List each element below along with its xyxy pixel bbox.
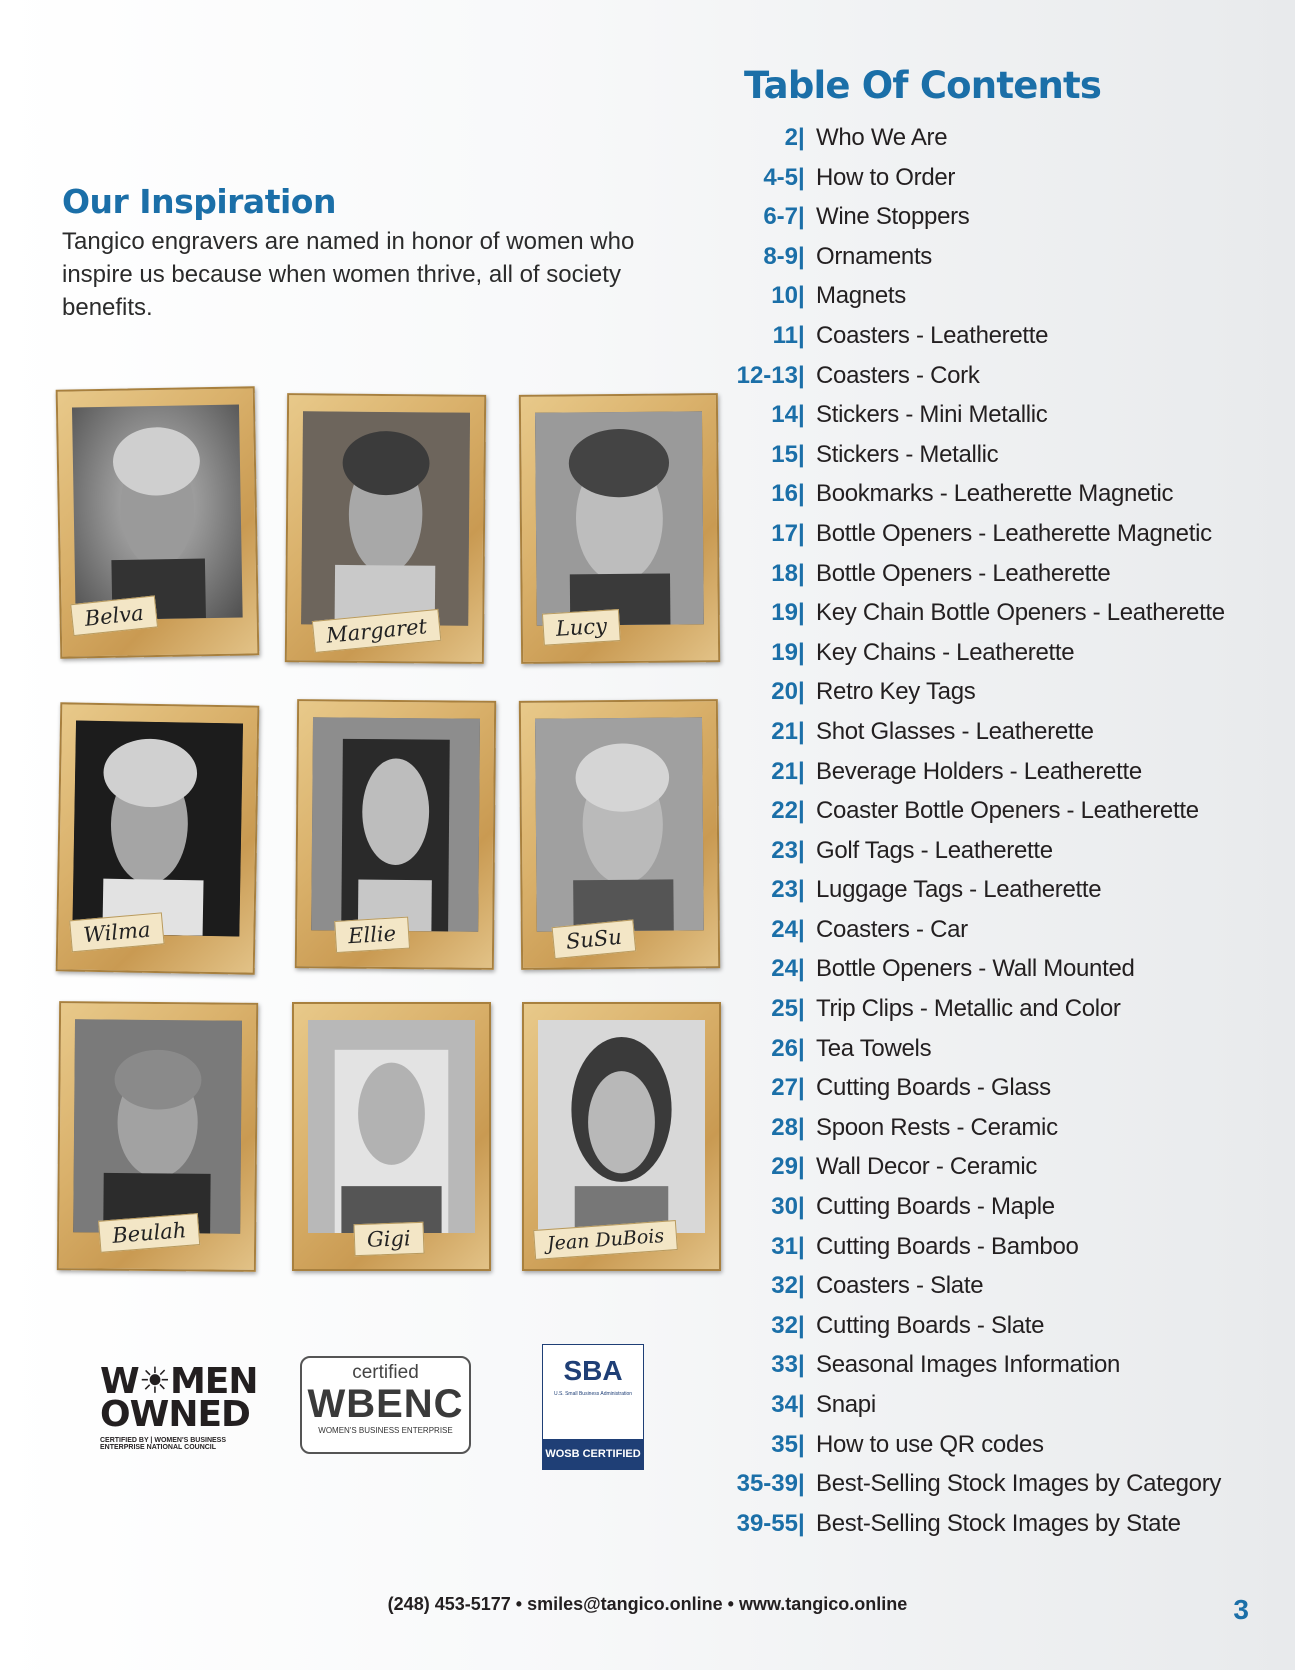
toc-entry-title: Cutting Boards - Slate	[816, 1311, 1045, 1339]
toc-entry-title: Cutting Boards - Bamboo	[816, 1232, 1079, 1260]
toc-entry	[700, 1029, 1260, 1069]
toc-page-number: 18	[771, 559, 798, 587]
toc-page-number: 29	[771, 1153, 798, 1181]
toc-entry	[700, 1266, 1260, 1306]
toc-page-number: 14	[771, 401, 798, 429]
sba-logo	[542, 1344, 644, 1470]
toc-entry	[700, 593, 1260, 633]
toc-entry	[700, 474, 1260, 514]
portrait-photo	[535, 717, 704, 931]
toc-entry-title: Tea Towels	[816, 1034, 932, 1062]
toc-entry-title: Seasonal Images Information	[816, 1351, 1121, 1379]
wbenc-logo	[300, 1356, 471, 1454]
portrait-photo	[308, 1020, 475, 1233]
wbenc-certified: certified	[352, 1362, 419, 1383]
toc-separator: |	[798, 797, 805, 825]
inspiration-heading: Our Inspiration	[62, 182, 336, 221]
toc-separator: |	[798, 519, 805, 547]
toc-separator: |	[798, 480, 805, 508]
photo-frame	[285, 393, 486, 664]
toc-separator: |	[798, 203, 805, 231]
toc-entry	[700, 514, 1260, 554]
portrait-photo	[535, 411, 704, 625]
toc-entry	[700, 1306, 1260, 1346]
toc-separator: |	[798, 1509, 805, 1537]
toc-entry-title: Best-Selling Stock Images by State	[816, 1509, 1181, 1537]
toc-separator: |	[798, 678, 805, 706]
toc-entry	[700, 1385, 1260, 1425]
toc-page-number: 34	[771, 1391, 798, 1418]
toc-page-number: 24	[771, 955, 798, 983]
toc-entry-title: Wall Decor - Ceramic	[816, 1153, 1038, 1181]
toc-page-number: 2	[784, 124, 798, 151]
toc-entry-title: Cutting Boards - Maple	[816, 1193, 1055, 1221]
women-owned-line2: OWNED	[100, 1394, 250, 1435]
toc-entry	[700, 712, 1260, 752]
toc-separator: |	[798, 876, 805, 904]
toc-separator: |	[798, 1391, 805, 1418]
toc-page-number: 21	[771, 757, 798, 785]
toc-entry	[700, 791, 1260, 831]
toc-separator: |	[798, 1074, 805, 1102]
toc-entry	[700, 831, 1260, 871]
wosb-certified-badge: WOSB CERTIFIED	[543, 1439, 643, 1469]
women-owned-line1: W☀MEN	[100, 1361, 258, 1402]
toc-page-number: 25	[771, 995, 798, 1023]
toc-page-number: 32	[771, 1272, 798, 1300]
portrait-photo	[72, 405, 243, 621]
toc-page-number: 12-13	[736, 361, 798, 389]
toc-entry-title: Coasters - Slate	[816, 1272, 984, 1300]
sba-subtitle: U.S. Small Business Administration	[553, 1391, 633, 1397]
photo-frame	[292, 1002, 491, 1271]
toc-entry-title: Ornaments	[816, 242, 933, 270]
inspiration-text: Tangico engravers are named in honor of women who inspire us because when women thrive, all of society benefits.	[62, 228, 635, 321]
toc-page-number: 11	[772, 321, 798, 349]
toc-entry	[700, 1227, 1260, 1267]
wbenc-subtitle: WOMEN'S BUSINESS ENTERPRISE	[318, 1426, 453, 1435]
toc-entry-title: Bottle Openers - Leatherette Magnetic	[816, 519, 1212, 547]
toc-page-number: 35-39	[736, 1470, 798, 1498]
toc-entry	[700, 989, 1260, 1029]
toc-entry-title: How to use QR codes	[816, 1430, 1044, 1458]
toc-entry	[700, 435, 1260, 475]
toc-separator: |	[798, 1311, 805, 1339]
portrait-photo	[72, 721, 243, 937]
toc-entry-title: Trip Clips - Metallic and Color	[816, 995, 1121, 1023]
toc-entry-title: Snapi	[816, 1391, 876, 1418]
toc-page-number: 31	[771, 1232, 798, 1260]
toc-entry-title: Best-Selling Stock Images by Category	[816, 1470, 1222, 1498]
toc-entry-title: Bottle Openers - Leatherette	[816, 559, 1111, 587]
toc-separator: |	[798, 955, 805, 983]
name-tag: Belva	[70, 595, 158, 636]
wbenc-name: WBENC	[307, 1382, 464, 1426]
toc-title: Table Of Contents	[744, 64, 1102, 107]
toc-page-number: 8-9	[763, 242, 798, 270]
name-tag: Jean DuBois	[533, 1220, 678, 1260]
toc-entry	[700, 1425, 1260, 1465]
toc-separator: |	[798, 1113, 805, 1141]
toc-entry-title: How to Order	[816, 163, 956, 191]
toc-separator: |	[798, 401, 805, 429]
photo-frame	[295, 699, 496, 970]
toc-entry-title: Bottle Openers - Wall Mounted	[816, 955, 1135, 983]
toc-entry	[700, 118, 1260, 158]
toc-entry-title: Key Chain Bottle Openers - Leatherette	[816, 599, 1225, 627]
toc-entry-title: Wine Stoppers	[816, 203, 970, 231]
toc-separator: |	[798, 361, 805, 389]
toc-page-number: 6-7	[763, 203, 798, 231]
toc-entry-title: Coasters - Car	[816, 915, 968, 943]
inspiration-section	[62, 182, 642, 324]
toc-entry	[700, 1187, 1260, 1227]
toc-entry-title: Stickers - Metallic	[816, 440, 999, 468]
toc-separator: |	[798, 1034, 805, 1062]
toc-page-number: 27	[771, 1074, 798, 1102]
toc-page-number: 21	[771, 717, 798, 745]
toc-page-number: 4-5	[763, 163, 798, 191]
toc-page-number: 30	[771, 1193, 798, 1221]
toc-page-number: 19	[771, 638, 798, 666]
toc-entry-title: Who We Are	[816, 124, 948, 151]
toc-entry-title: Cutting Boards - Glass	[816, 1074, 1051, 1102]
photo-frame	[56, 702, 260, 974]
toc-entry	[700, 1464, 1260, 1504]
toc-entry	[700, 672, 1260, 712]
toc-separator: |	[798, 915, 805, 943]
page-number: 3	[1233, 1594, 1249, 1625]
toc-page-number: 33	[771, 1351, 798, 1379]
toc-entry-title: Magnets	[816, 282, 906, 310]
photo-frame	[57, 1001, 258, 1272]
toc-separator: |	[798, 638, 805, 666]
women-owned-logo	[100, 1361, 260, 1451]
toc-entry	[700, 237, 1260, 277]
toc-page-number: 16	[771, 480, 798, 508]
toc-entry	[700, 197, 1260, 237]
toc-entry	[700, 395, 1260, 435]
toc-entry	[700, 1504, 1260, 1544]
toc-page-number: 28	[771, 1113, 798, 1141]
toc-entry	[700, 1108, 1260, 1148]
toc-separator: |	[798, 242, 805, 270]
name-tag: Margaret	[312, 609, 441, 653]
toc-entry	[700, 1345, 1260, 1385]
toc-separator: |	[798, 836, 805, 864]
toc-page-number: 26	[771, 1034, 798, 1062]
name-tag: Beulah	[98, 1213, 200, 1253]
toc-entry-title: Shot Glasses - Leatherette	[816, 717, 1094, 745]
toc-separator: |	[798, 321, 805, 349]
portrait-photo	[73, 1019, 242, 1233]
toc-entry	[700, 870, 1260, 910]
toc-entry	[700, 910, 1260, 950]
toc-separator: |	[798, 163, 805, 191]
toc-entry	[700, 554, 1260, 594]
toc-entry	[700, 356, 1260, 396]
portrait-photo	[538, 1020, 705, 1233]
toc-separator: |	[798, 1153, 805, 1181]
toc-entry-title: Key Chains - Leatherette	[816, 638, 1075, 666]
name-tag: Wilma	[69, 912, 165, 952]
toc-page-number: 23	[771, 876, 798, 904]
portrait-photo	[311, 717, 480, 931]
toc-separator: |	[798, 1272, 805, 1300]
name-tag: Gigi	[353, 1222, 424, 1256]
toc-separator: |	[798, 995, 805, 1023]
toc-entry	[700, 949, 1260, 989]
toc-separator: |	[798, 717, 805, 745]
name-tag: SuSu	[552, 919, 637, 959]
toc-entry	[700, 633, 1260, 673]
photo-frame	[56, 386, 260, 658]
toc-page-number: 10	[771, 282, 798, 310]
toc-entry-title: Retro Key Tags	[816, 678, 976, 706]
contact-footer: (248) 453-5177 • smiles@tangico.online • www.tangico.online	[387, 1594, 908, 1614]
toc-page-number: 35	[771, 1430, 798, 1458]
toc-separator: |	[798, 1351, 805, 1379]
name-tag: Ellie	[334, 917, 410, 953]
toc-page-number: 39-55	[736, 1509, 798, 1537]
toc-separator: |	[798, 440, 805, 468]
sba-name: SBA	[563, 1355, 623, 1386]
toc-separator: |	[798, 124, 805, 151]
toc-entry	[700, 752, 1260, 792]
toc-page-number: 24	[771, 915, 798, 943]
toc-page-number: 19	[771, 599, 798, 627]
toc-entry-title: Coasters - Leatherette	[816, 321, 1049, 349]
toc-entry-title: Golf Tags - Leatherette	[816, 836, 1053, 864]
toc-entry	[700, 276, 1260, 316]
toc-separator: |	[798, 1470, 805, 1498]
women-owned-certified-by: CERTIFIED BY | WOMEN'S BUSINESS ENTERPRISE NATIONAL COUNCIL	[100, 1437, 227, 1451]
toc-entry	[700, 316, 1260, 356]
photo-frame	[519, 393, 720, 664]
toc-entry	[700, 158, 1260, 198]
toc-separator: |	[798, 757, 805, 785]
portrait-photo	[301, 411, 470, 625]
toc-separator: |	[798, 559, 805, 587]
toc-page-number: 22	[771, 797, 798, 825]
toc-entry-title: Stickers - Mini Metallic	[816, 401, 1048, 429]
name-tag: Lucy	[542, 609, 621, 646]
toc-entry-title: Coasters - Cork	[816, 361, 980, 389]
toc-entry	[700, 1147, 1260, 1187]
toc-separator: |	[798, 599, 805, 627]
toc-page-number: 32	[771, 1311, 798, 1339]
photo-frame	[522, 1002, 721, 1271]
toc-entry-title: Spoon Rests - Ceramic	[816, 1113, 1058, 1141]
toc-separator: |	[798, 1430, 805, 1458]
toc-entry-title: Beverage Holders - Leatherette	[816, 757, 1142, 785]
toc-page-number: 23	[771, 836, 798, 864]
toc-entry-title: Bookmarks - Leatherette Magnetic	[816, 480, 1174, 508]
toc-separator: |	[798, 1232, 805, 1260]
table-of-contents	[700, 118, 1260, 1543]
toc-page-number: 20	[771, 678, 798, 706]
toc-entry-title: Coaster Bottle Openers - Leatherette	[816, 797, 1199, 825]
toc-separator: |	[798, 282, 805, 310]
photo-frame	[519, 699, 720, 970]
toc-entry	[700, 1068, 1260, 1108]
toc-page-number: 15	[771, 440, 798, 468]
toc-page-number: 17	[771, 519, 798, 547]
toc-entry-title: Luggage Tags - Leatherette	[816, 876, 1102, 904]
toc-separator: |	[798, 1193, 805, 1221]
